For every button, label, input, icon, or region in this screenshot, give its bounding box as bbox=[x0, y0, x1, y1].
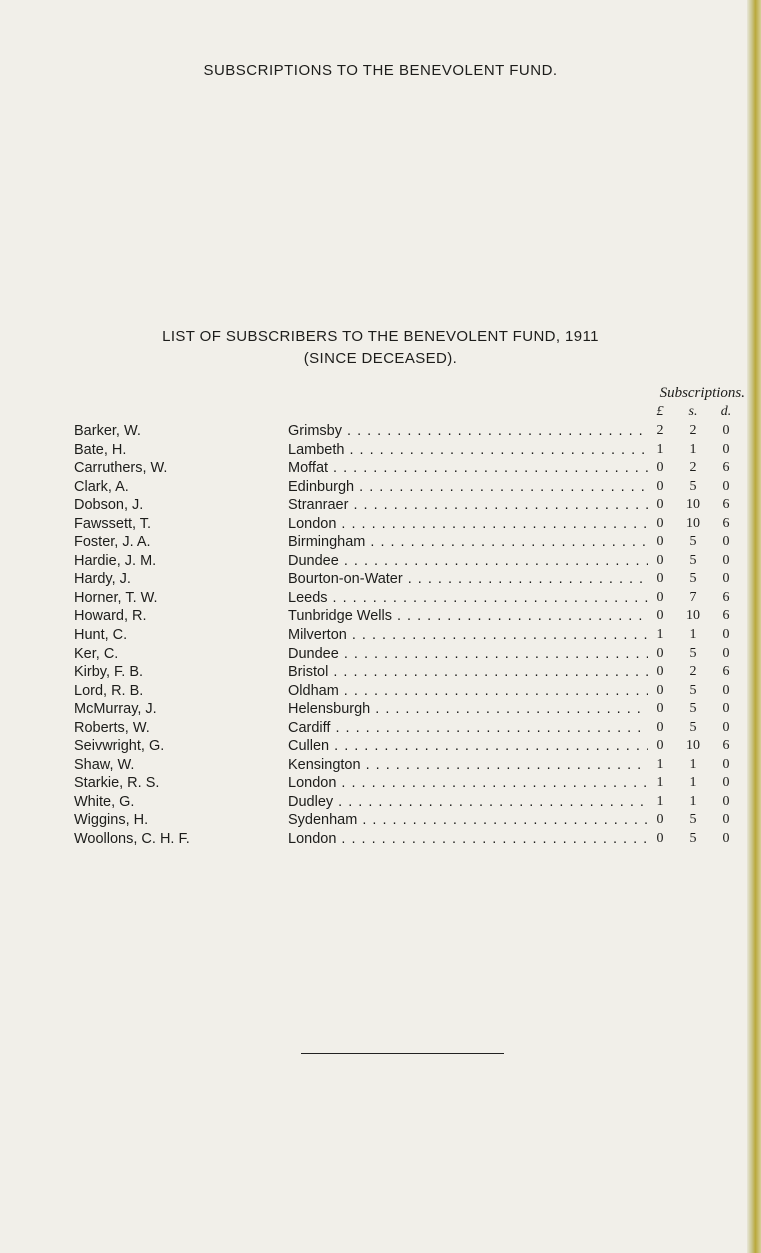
subscriber-place: Moffat . . . bbox=[288, 459, 648, 477]
subscriber-place: London . . . bbox=[288, 774, 648, 792]
amount-pounds: 0 bbox=[656, 719, 664, 735]
amount-pounds: 0 bbox=[656, 664, 664, 680]
amount-shillings: 10 bbox=[686, 515, 700, 531]
closing-rule bbox=[301, 1053, 504, 1054]
subscriber-row bbox=[0, 515, 761, 534]
subscriber-place: Tunbridge Wells . . . bbox=[288, 607, 648, 625]
amount-pounds: 0 bbox=[656, 645, 664, 661]
amount-shillings: 5 bbox=[689, 534, 697, 550]
amount-pounds: 1 bbox=[656, 793, 664, 809]
amount-shillings: 1 bbox=[689, 775, 697, 791]
amount-shillings: 1 bbox=[689, 441, 697, 457]
subscriber-row bbox=[0, 830, 761, 849]
amount-shillings: 10 bbox=[686, 497, 700, 513]
subscriber-name: Shaw, W. bbox=[74, 756, 135, 773]
amount-shillings: 2 bbox=[689, 423, 697, 438]
amount-pence: 0 bbox=[722, 682, 730, 698]
subscriber-place: Grimsby . . . bbox=[288, 422, 648, 440]
list-subtitle: (SINCE DECEASED). bbox=[303, 350, 458, 367]
subscriber-name: Fawssett, T. bbox=[74, 515, 152, 532]
amount-pence: 0 bbox=[722, 645, 730, 661]
subscriber-row bbox=[0, 737, 761, 756]
amount-pence: 0 bbox=[722, 571, 730, 587]
amount-pence: 6 bbox=[722, 460, 730, 476]
amount-pence: 6 bbox=[722, 664, 730, 680]
amount-pounds: 0 bbox=[656, 812, 664, 828]
subscriber-place: Lambeth . . . bbox=[288, 441, 648, 459]
subscriber-row bbox=[0, 700, 761, 719]
subscriber-name: Hunt, C. bbox=[74, 627, 128, 644]
subscriber-row bbox=[0, 811, 761, 830]
amount-pounds: 0 bbox=[656, 478, 664, 494]
amount-shillings: 1 bbox=[689, 627, 697, 643]
subscriber-name: McMurray, J. bbox=[74, 701, 157, 718]
subscriber-place: Kensington . . . bbox=[288, 756, 648, 774]
subscriber-row bbox=[0, 459, 761, 478]
amount-shillings: 2 bbox=[689, 460, 697, 476]
subscriber-row bbox=[0, 626, 761, 645]
subscriber-place: Oldham . . . bbox=[288, 682, 648, 700]
amount-pence: 0 bbox=[722, 831, 730, 847]
amount-pounds: 0 bbox=[656, 682, 664, 698]
subscriber-name: Howard, R. bbox=[74, 608, 147, 625]
subscriber-row bbox=[0, 533, 761, 552]
subscriber-place: Bourton-on-Water . . . bbox=[288, 570, 648, 588]
amount-shillings: 1 bbox=[689, 756, 697, 772]
amount-pounds: 0 bbox=[656, 515, 664, 531]
subscriber-place: London . . . bbox=[288, 515, 648, 533]
subscriber-name: Woollons, C. H. F. bbox=[74, 831, 190, 848]
subscriptions-column-heading: Subscriptions. bbox=[659, 385, 745, 401]
amount-pence: 0 bbox=[722, 793, 730, 809]
pence-unit-label: d. bbox=[720, 404, 732, 419]
subscriber-place: Dudley . . . bbox=[288, 793, 648, 811]
subscriber-place: Stranraer . . . bbox=[288, 496, 648, 514]
amount-pounds: 0 bbox=[656, 497, 664, 513]
subscriber-row bbox=[0, 774, 761, 793]
amount-shillings: 2 bbox=[689, 664, 697, 680]
subscriber-name: Seivwright, G. bbox=[74, 738, 165, 755]
amount-pence: 0 bbox=[722, 441, 730, 457]
amount-pounds: 1 bbox=[656, 441, 664, 457]
subscriber-name: Horner, T. W. bbox=[74, 589, 158, 606]
subscriber-name: Roberts, W. bbox=[74, 719, 150, 736]
subscriber-row bbox=[0, 607, 761, 626]
amount-pence: 6 bbox=[722, 589, 730, 605]
amount-pounds: 1 bbox=[656, 627, 664, 643]
amount-shillings: 5 bbox=[689, 719, 697, 735]
amount-shillings: 10 bbox=[686, 608, 700, 624]
subscriber-name: Bate, H. bbox=[74, 441, 127, 458]
subscriber-row bbox=[0, 793, 761, 812]
amount-pounds: 0 bbox=[656, 460, 664, 476]
amount-shillings: 5 bbox=[689, 645, 697, 661]
subscriber-name: Kirby, F. B. bbox=[74, 664, 144, 681]
subscriber-name: White, G. bbox=[74, 793, 135, 810]
amount-pence: 6 bbox=[722, 497, 730, 513]
subscriber-place: Bristol . . . bbox=[288, 663, 648, 681]
shillings-unit-label: s. bbox=[688, 404, 698, 419]
subscriber-name: Starkie, R. S. bbox=[74, 775, 160, 792]
subscriber-place: Birmingham . . . bbox=[288, 533, 648, 551]
amount-pounds: 0 bbox=[656, 571, 664, 587]
subscriber-row bbox=[0, 663, 761, 682]
amount-shillings: 5 bbox=[689, 552, 697, 568]
amount-pounds: 0 bbox=[656, 589, 664, 605]
subscriber-name: Wiggins, H. bbox=[74, 812, 149, 829]
list-title: LIST OF SUBSCRIBERS TO THE BENEVOLENT FUND, 1911 bbox=[162, 328, 599, 345]
amount-pounds: 0 bbox=[656, 831, 664, 847]
amount-shillings: 5 bbox=[689, 478, 697, 494]
amount-pounds: 0 bbox=[656, 552, 664, 568]
amount-pounds: 0 bbox=[656, 534, 664, 550]
amount-shillings: 5 bbox=[689, 682, 697, 698]
subscriber-place: Leeds . . . bbox=[288, 589, 648, 607]
amount-pence: 0 bbox=[722, 775, 730, 791]
subscriber-row bbox=[0, 552, 761, 571]
subscriber-row bbox=[0, 570, 761, 589]
subscriber-place: Dundee . . . bbox=[288, 552, 648, 570]
subscriber-name: Dobson, J. bbox=[74, 497, 144, 514]
amount-shillings: 7 bbox=[689, 589, 697, 605]
subscriber-row bbox=[0, 589, 761, 608]
subscriber-name: Lord, R. B. bbox=[74, 682, 144, 699]
amount-pence: 0 bbox=[722, 534, 730, 550]
amount-pounds: 0 bbox=[656, 701, 664, 717]
running-head: SUBSCRIPTIONS TO THE BENEVOLENT FUND. bbox=[203, 62, 558, 79]
amount-pounds: 1 bbox=[656, 756, 664, 772]
amount-pence: 0 bbox=[722, 719, 730, 735]
subscriber-place: Sydenham . . . bbox=[288, 811, 648, 829]
subscriber-name: Carruthers, W. bbox=[74, 460, 168, 477]
amount-pence: 0 bbox=[722, 812, 730, 828]
amount-pence: 6 bbox=[722, 515, 730, 531]
subscriber-row bbox=[0, 441, 761, 460]
subscriber-name: Ker, C. bbox=[74, 645, 119, 662]
subscriber-row bbox=[0, 422, 761, 441]
amount-pence: 6 bbox=[722, 608, 730, 624]
amount-pence: 0 bbox=[722, 478, 730, 494]
subscriber-place: Cardiff . . . bbox=[288, 719, 648, 737]
amount-pence: 0 bbox=[722, 627, 730, 643]
subscriber-name: Barker, W. bbox=[74, 423, 141, 439]
subscriber-place: Cullen . . . bbox=[288, 737, 648, 755]
amount-pence: 0 bbox=[722, 423, 730, 438]
amount-pence: 6 bbox=[722, 738, 730, 754]
subscriber-place: London . . . bbox=[288, 830, 648, 848]
subscriber-row bbox=[0, 496, 761, 515]
subscriber-list bbox=[0, 422, 761, 849]
pounds-unit-label: £ bbox=[656, 404, 664, 419]
subscriber-place: Dundee . . . bbox=[288, 645, 648, 663]
subscriber-place: Milverton . . . bbox=[288, 626, 648, 644]
amount-pounds: 0 bbox=[656, 608, 664, 624]
subscriber-row bbox=[0, 645, 761, 664]
subscriber-row bbox=[0, 478, 761, 497]
subscriber-name: Foster, J. A. bbox=[74, 534, 151, 551]
amount-shillings: 10 bbox=[686, 738, 700, 754]
amount-pence: 0 bbox=[722, 552, 730, 568]
subscriber-row bbox=[0, 719, 761, 738]
subscriber-place: Helensburgh . . . bbox=[288, 700, 648, 718]
amount-shillings: 5 bbox=[689, 831, 697, 847]
amount-pounds: 2 bbox=[656, 423, 664, 438]
amount-shillings: 5 bbox=[689, 701, 697, 717]
amount-shillings: 1 bbox=[689, 793, 697, 809]
subscriber-name: Hardy, J. bbox=[74, 571, 131, 588]
amount-pounds: 1 bbox=[656, 775, 664, 791]
amount-shillings: 5 bbox=[689, 571, 697, 587]
subscriber-row bbox=[0, 682, 761, 701]
amount-shillings: 5 bbox=[689, 812, 697, 828]
amount-pence: 0 bbox=[722, 756, 730, 772]
subscriber-place: Edinburgh . . . bbox=[288, 478, 648, 496]
amount-pence: 0 bbox=[722, 701, 730, 717]
subscriber-name: Hardie, J. M. bbox=[74, 552, 157, 569]
subscriber-row bbox=[0, 756, 761, 775]
subscriber-name: Clark, A. bbox=[74, 478, 129, 495]
amount-pounds: 0 bbox=[656, 738, 664, 754]
